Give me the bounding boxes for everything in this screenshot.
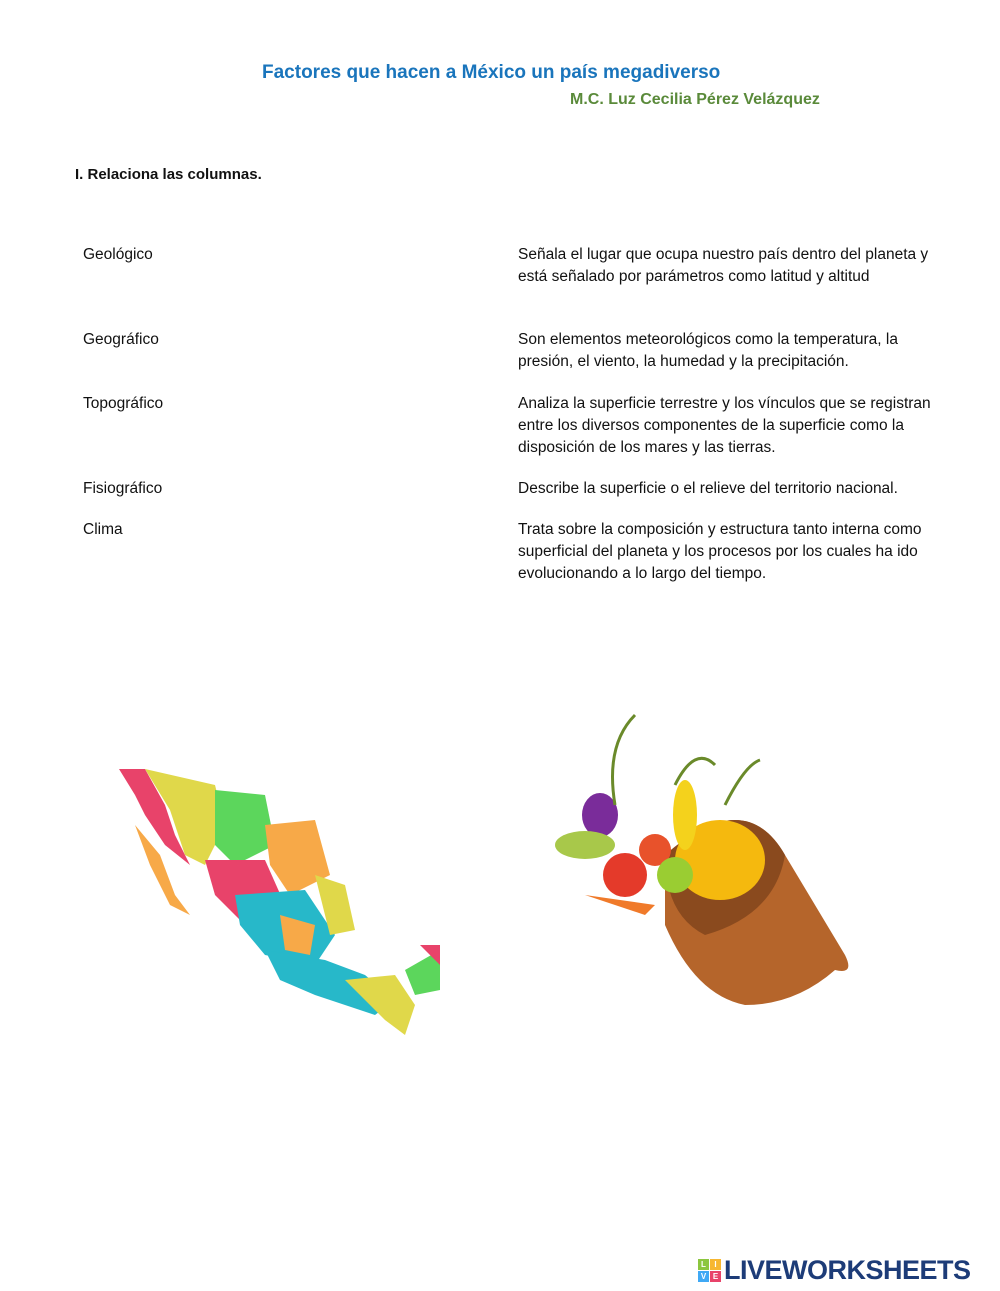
logo-text: LIVEWORKSHEETS xyxy=(724,1255,971,1285)
definition-item: Son elementos meteorológicos como la temperatura, la presión, el viento, la humedad y la precipitación. xyxy=(518,331,898,370)
term-item: Geológico xyxy=(83,246,153,263)
term-item: Topográfico xyxy=(83,395,164,412)
term-item: Clima xyxy=(83,521,123,538)
liveworksheets-logo xyxy=(698,1255,971,1286)
worksheet-title: Factores que hacen a México un país megadiverso xyxy=(262,62,721,83)
instruction: I. Relaciona las columnas. xyxy=(75,166,262,183)
definition-item: Describe la superficie o el relieve del territorio nacional. xyxy=(518,480,898,497)
definition-item: Trata sobre la composición y estructura tanto interna como superficial del planeta y los procesos por los cuales ha ido evolucionando a lo largo del tiempo. xyxy=(518,521,922,582)
author-name: M.C. Luz Cecilia Pérez Velázquez xyxy=(570,91,820,108)
term-item: Geográfico xyxy=(83,331,159,348)
mexico-map-image xyxy=(115,765,445,1040)
logo-letter: E xyxy=(710,1271,721,1282)
logo-blocks-icon xyxy=(698,1259,721,1282)
logo-letter: V xyxy=(698,1271,709,1282)
logo-letter: L xyxy=(698,1259,709,1270)
definition-item: Señala el lugar que ocupa nuestro país dentro del planeta y está señalado por parámetros como latitud y altitud xyxy=(518,246,929,285)
definition-item: Analiza la superficie terrestre y los vínculos que se registran entre los diversos componentes de la superficie como la disposición de los mares y las tierras. xyxy=(518,395,931,456)
logo-letter: I xyxy=(710,1259,721,1270)
term-item: Fisiográfico xyxy=(83,480,163,497)
cornucopia-image xyxy=(545,705,860,1020)
